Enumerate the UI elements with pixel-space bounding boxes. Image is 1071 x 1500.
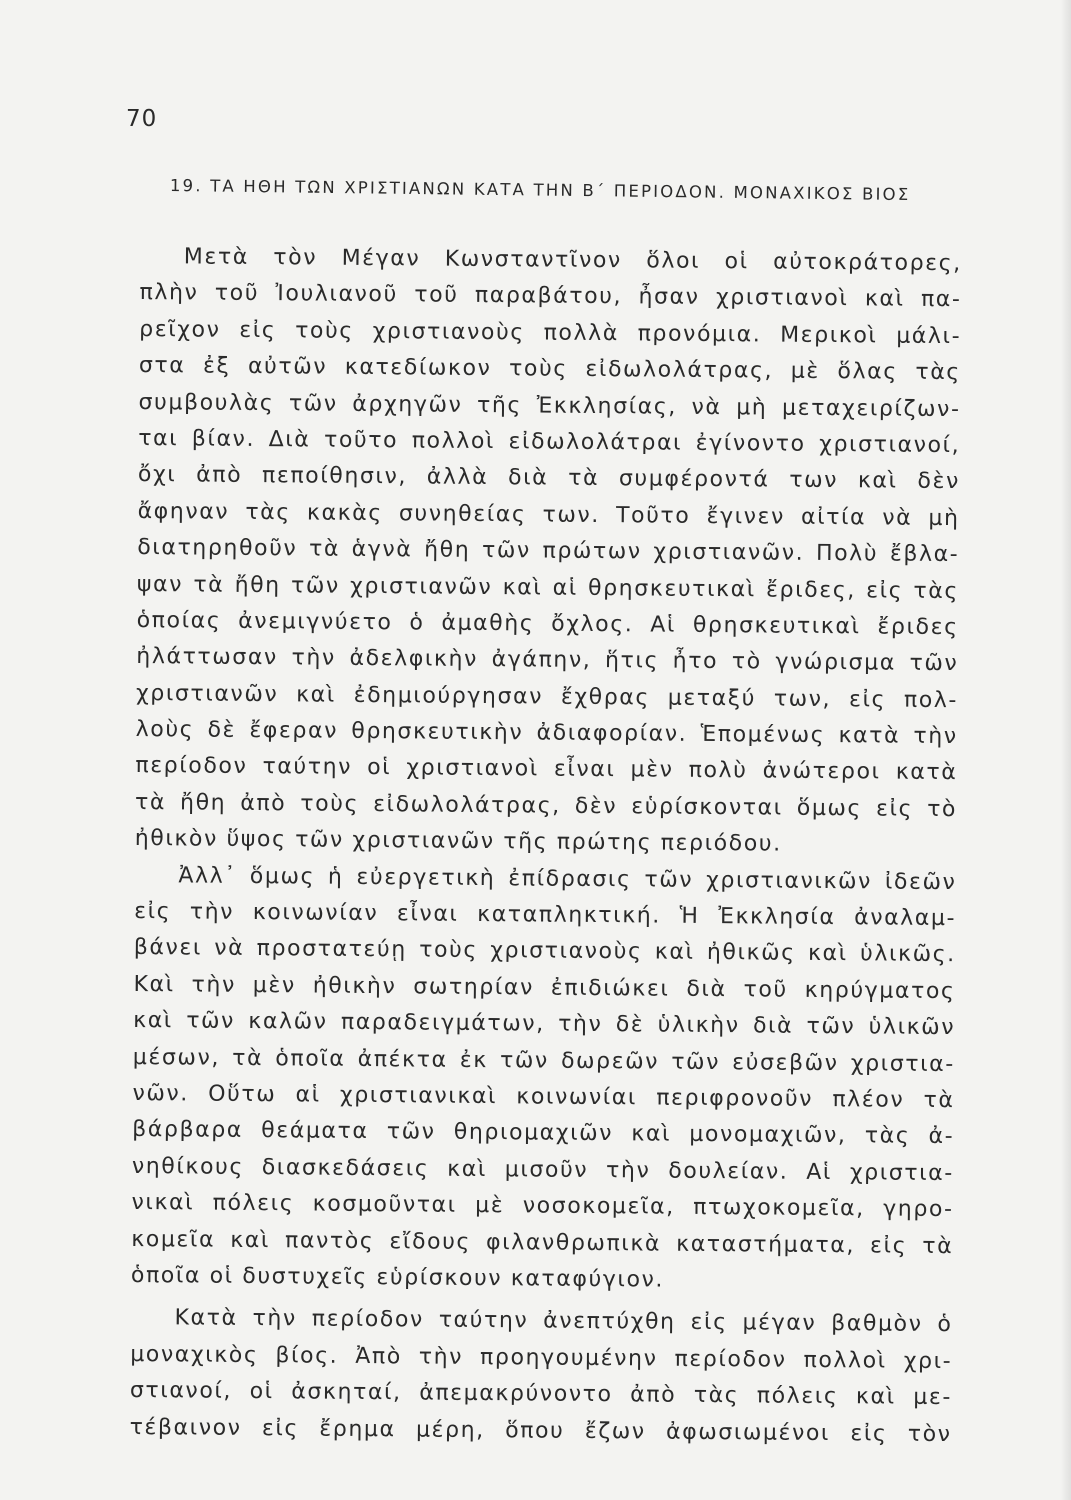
text-line: κομεῖα καὶ παντὸς εἴδους φιλανθρωπικὰ καταστήματα, εἰς τὰ <box>131 1226 954 1259</box>
text-line: περίοδον ταύτην οἱ χριστιανοὶ εἶναι μὲν πολὺ ἀνώτεροι κατὰ <box>135 753 958 786</box>
text-line: μοναχικὸς βίος. Ἀπὸ τὴν προηγουμένην περίοδον πολλοὶ χρι- <box>130 1341 953 1374</box>
text-line: λοὺς δὲ ἔφεραν θρησκευτικὴν ἀδιαφορίαν. Ἑπομένως κατὰ τὴν <box>135 717 958 750</box>
text-line: ψαν τὰ ἤθη τῶν χριστιανῶν καὶ αἱ θρησκευτικαὶ ἔριδες, εἰς τὰς <box>136 571 960 604</box>
text-line: μέσων, τὰ ὁποῖα ἀπέκτα ἐκ τῶν δωρεῶν τῶν εὐσεβῶν χριστια- <box>132 1044 955 1077</box>
text-line: Μετὰ τὸν Μέγαν Κωνσταντῖνον ὅλοι οἱ αὐτοκράτορες, <box>183 244 962 277</box>
text-line: στιανοί, οἱ ἀσκηταί, ἀπεμακρύνοντο ἀπὸ τὰς πόλεις καὶ με- <box>129 1378 953 1411</box>
text-line: ἄφηναν τὰς κακὰς συνηθείας των. Τοῦτο ἔγινεν αἰτία νὰ μὴ <box>137 498 960 531</box>
text-line: νικαὶ πόλεις κοσμοῦνται μὲ νοσοκομεῖα, πτωχοκομεῖα, γηρο- <box>131 1190 954 1223</box>
paragraph-2 <box>131 858 957 1302</box>
paragraph-3 <box>129 1300 952 1453</box>
text-line: ἠθικὸν ὕψος τῶν χριστιανῶν τῆς πρώτης περιόδου. <box>134 826 782 857</box>
text-line: χριστιανῶν καὶ ἐδημιούργησαν ἔχθρας μεταξύ των, εἰς πολ- <box>135 680 959 713</box>
text-line: ται βίαν. Διὰ τοῦτο πολλοὶ εἰδωλολάτραι ἐγίνοντο χριστιανοί, <box>138 425 961 459</box>
text-line: ὁποῖα οἱ δυστυχεῖς εὑρίσκουν καταφύγιον. <box>130 1262 665 1293</box>
text-line: τέβαινον εἰς ἔρημα μέρη, ὅπου ἔζων ἀφωσιωμένοι εἰς τὸν <box>129 1414 952 1447</box>
chapter-heading: 19. ΤΑ ΗΘΗ ΤΩΝ ΧΡΙΣΤΙΑΝΩΝ ΚΑΤΑ ΤΗΝ Β΄ ΠΕΡΙΟΔΟΝ. ΜΟΝΑΧΙΚΟΣ ΒΙΟΣ <box>169 176 911 205</box>
text-line: πλὴν τοῦ Ἰουλιανοῦ τοῦ παραβάτου, ἦσαν χριστιανοὶ καὶ πα- <box>139 280 962 313</box>
text-line: τὰ ἤθη ἀπὸ τοὺς εἰδωλολάτρας, δὲν εὑρίσκονται ὅμως εἰς τὸ <box>134 789 958 823</box>
text-line: εἰς τὴν κοινωνίαν εἶναι καταπληκτική. Ἡ Ἐκκλησία ἀναλαμ- <box>134 899 957 932</box>
text-line: Κατὰ τὴν περίοδον ταύτην ἀνεπτύχθη εἰς μέγαν βαθμὸν ὁ <box>174 1305 953 1338</box>
text-line: νῶν. Οὕτω αἱ χριστιανικαὶ κοινωνίαι περιφρονοῦν πλέον τὰ <box>132 1080 955 1114</box>
text-line: Καὶ τὴν μὲν ἠθικὴν σωτηρίαν ἐπιδιώκει διὰ τοῦ κηρύγματος <box>133 971 956 1004</box>
paragraph-1 <box>135 239 962 865</box>
text-line: συμβουλὰς τῶν ἀρχηγῶν τῆς Ἐκκλησίας, νὰ μὴ μεταχειρίζων- <box>138 389 961 422</box>
text-line: βάνει νὰ προστατεύῃ τοὺς χριστιανοὺς καὶ ἠθικῶς καὶ ὑλικῶς. <box>133 935 956 968</box>
text-line: διατηρηθοῦν τὰ ἁγνὰ ἤθη τῶν πρώτων χριστιανῶν. Πολὺ ἔβλα- <box>137 535 960 568</box>
text-line: ὁποίας ἀνεμιγνύετο ὁ ἀμαθὴς ὄχλος. Αἱ θρησκευτικαὶ ἔριδες <box>136 607 959 641</box>
text-line: ρεῖχον εἰς τοὺς χριστιανοὺς πολλὰ προνόμια. Μερικοὶ μάλι- <box>139 316 962 349</box>
text-line: καὶ τῶν καλῶν παραδειγμάτων, τὴν δὲ ὑλικὴν διὰ τῶν ὑλικῶν <box>133 1008 956 1041</box>
text-line: νηθίκους διασκεδάσεις καὶ μισοῦν τὴν δουλείαν. Αἱ χριστια- <box>131 1153 954 1186</box>
text-line: ὄχι ἀπὸ πεποίθησιν, ἀλλὰ διὰ τὰ συμφέροντά των καὶ δὲν <box>137 462 961 495</box>
text-line: στα ἐξ αὐτῶν κατεδίωκον τοὺς εἰδωλολάτρας, μὲ ὅλας τὰς <box>138 353 961 386</box>
body-text <box>129 239 962 1453</box>
page-edge-shadow <box>1061 0 1071 1500</box>
page-number: 70 <box>126 106 158 132</box>
text-line: Ἀλλ᾽ ὅμως ἡ εὐεργετικὴ ἐπίδρασις τῶν χριστιανικῶν ἰδεῶν <box>178 863 957 895</box>
text-line: ἠλάττωσαν τὴν ἀδελφικὴν ἀγάπην, ἥτις ἦτο τὸ γνώρισμα τῶν <box>136 644 959 677</box>
text-line: βάρβαρα θεάματα τῶν θηριομαχιῶν καὶ μονομαχιῶν, τὰς ἀ- <box>132 1117 955 1150</box>
